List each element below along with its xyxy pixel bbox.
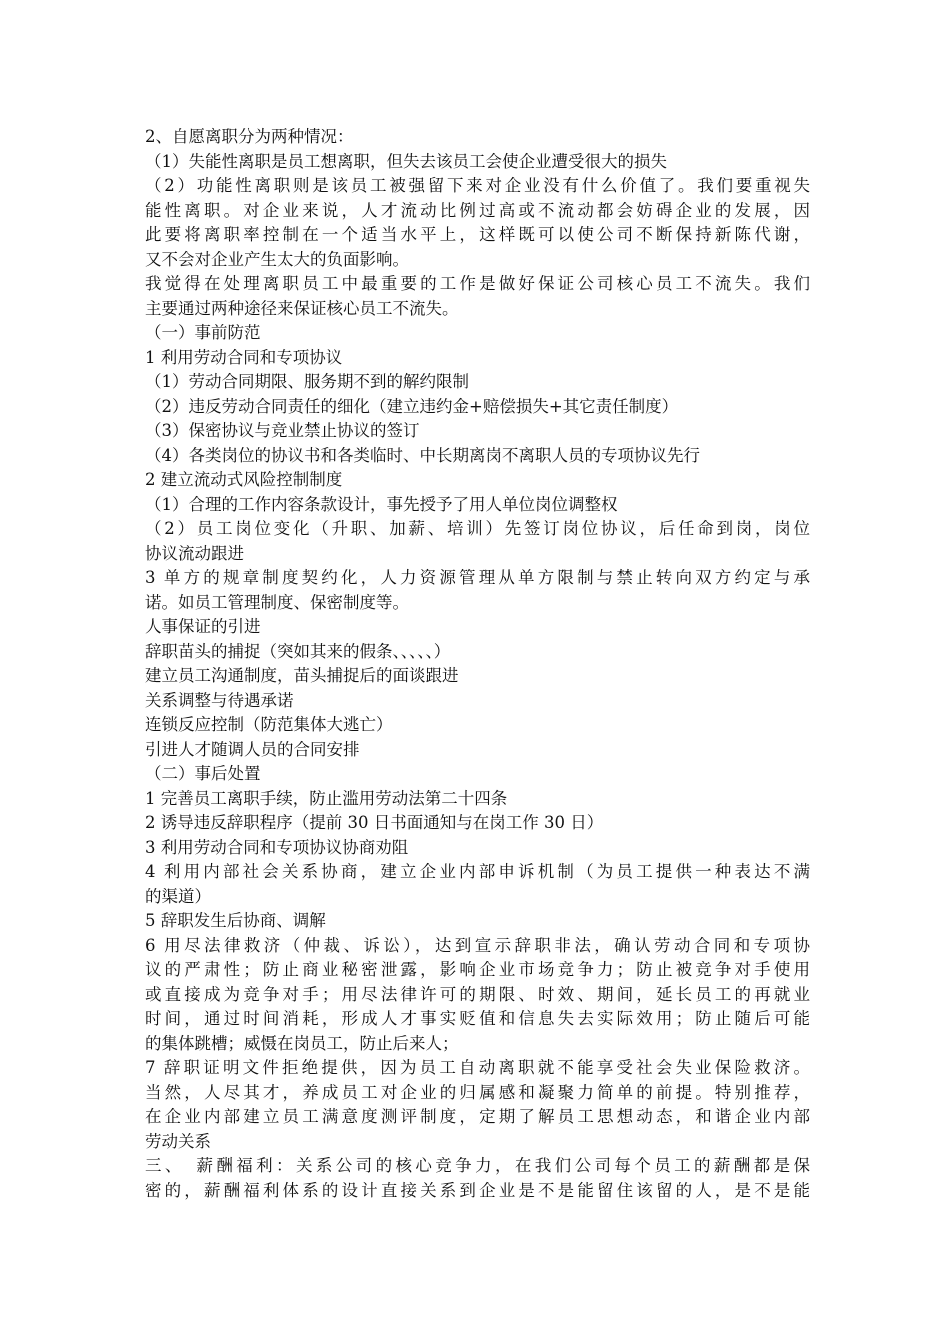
- text-line: 1 利用劳动合同和专项协议: [145, 347, 343, 367]
- text-line: 建立员工沟通制度，苗头捕捉后的面谈跟进: [145, 666, 459, 685]
- text-line: 3 单方的规章制度契约化，人力资源管理从单方限制与禁止转向双方约定与承: [145, 568, 810, 587]
- text-line: 主要通过两种途径来保证核心员工不流失。: [145, 298, 459, 318]
- text-line: 3 利用劳动合同和专项协议协商劝阻: [145, 837, 409, 857]
- text-line: 引进人才随调人员的合同安排: [145, 739, 360, 759]
- text-line: 又不会对企业产生太大的负面影响。: [145, 249, 409, 269]
- text-line: （3）保密协议与竞业禁止协议的签订: [145, 421, 420, 440]
- text-line: 2、自愿离职分为两种情况：: [145, 127, 354, 146]
- text-line: 5 辞职发生后协商、调解: [145, 911, 326, 930]
- text-line: 劳动关系: [145, 1131, 211, 1151]
- text-line: 能性离职。对企业来说，人才流动比例过高或不流动都会妨碍企业的发展，因: [145, 200, 810, 220]
- text-line: （2）功能性离职则是该员工被强留下来对企业没有什么价值了。我们要重视失: [145, 176, 810, 195]
- text-line: 1 完善员工离职手续，防止滥用劳动法第二十四条: [145, 788, 508, 808]
- text-line: 的集体跳槽；威慑在岗员工，防止后来人；: [145, 1033, 459, 1053]
- text-line: 关系调整与待遇承诺: [145, 690, 294, 710]
- text-line: 4 利用内部社会关系协商，建立企业内部申诉机制（为员工提供一种表达不满: [145, 862, 810, 881]
- section-heading: （二）事后处置: [145, 764, 261, 783]
- text-line: （2）违反劳动合同责任的细化（建立违约金+赔偿损失+其它责任制度）: [145, 396, 679, 416]
- section-heading: （一）事前防范: [145, 323, 261, 342]
- text-line: （1）失能性离职是员工想离职，但失去该员工会使企业遭受很大的损失: [145, 151, 667, 171]
- text-line: 在企业内部建立员工满意度测评制度，定期了解员工思想动态，和谐企业内部: [145, 1107, 810, 1126]
- text-line: 辞职苗头的捕捉（突如其来的假条、、、、、）: [145, 641, 451, 661]
- text-line: （2）员工岗位变化（升职、加薪、培训）先签订岗位协议，后任命到岗，岗位: [145, 519, 810, 538]
- text-line: 密的，薪酬福利体系的设计直接关系到企业是不是能留住该留的人，是不是能: [145, 1180, 810, 1200]
- document-body: [145, 125, 810, 1203]
- text-line: 我觉得在处理离职员工中最重要的工作是做好保证公司核心员工不流失。我们: [145, 274, 810, 293]
- text-line: 时间，通过时间消耗，形成人才事实贬值和信息失去实际效用；防止随后可能: [145, 1009, 810, 1028]
- text-line: 此要将离职率控制在一个适当水平上，这样既可以使公司不断保持新陈代谢，: [145, 225, 810, 244]
- text-line: 连锁反应控制（防范集体大逃亡）: [145, 715, 393, 734]
- text-line: （1）合理的工作内容条款设计，事先授予了用人单位岗位调整权: [145, 494, 618, 514]
- text-line: 的渠道）: [145, 886, 211, 906]
- text-line: 协议流动跟进: [145, 543, 244, 563]
- text-line: 诺。如员工管理制度、保密制度等。: [145, 592, 409, 612]
- text-line: 2 诱导违反辞职程序（提前 30 日书面通知与在岗工作 30 日）: [145, 813, 604, 832]
- text-line: 人事保证的引进: [145, 617, 261, 636]
- text-line: 三、 薪酬福利：关系公司的核心竞争力，在我们公司每个员工的薪酬都是保: [145, 1156, 810, 1175]
- text-line: 或直接成为竞争对手；用尽法律许可的期限、时效、期间，延长员工的再就业: [145, 984, 810, 1004]
- text-line: 7 辞职证明文件拒绝提供，因为员工自动离职就不能享受社会失业保险救济。: [145, 1058, 810, 1077]
- text-line: （4）各类岗位的协议书和各类临时、中长期离岗不离职人员的专项协议先行: [145, 445, 700, 465]
- text-line: 议的严肃性；防止商业秘密泄露，影响企业市场竞争力；防止被竞争对手使用: [145, 960, 810, 979]
- text-line: 2 建立流动式风险控制制度: [145, 470, 343, 489]
- text-line: （1）劳动合同期限、服务期不到的解约限制: [145, 372, 469, 391]
- text-line: 6 用尽法律救济（仲裁、诉讼），达到宣示辞职非法，确认劳动合同和专项协: [145, 935, 810, 955]
- text-line: 当然，人尽其才，养成员工对企业的归属感和凝聚力简单的前提。特别推荐，: [145, 1082, 810, 1102]
